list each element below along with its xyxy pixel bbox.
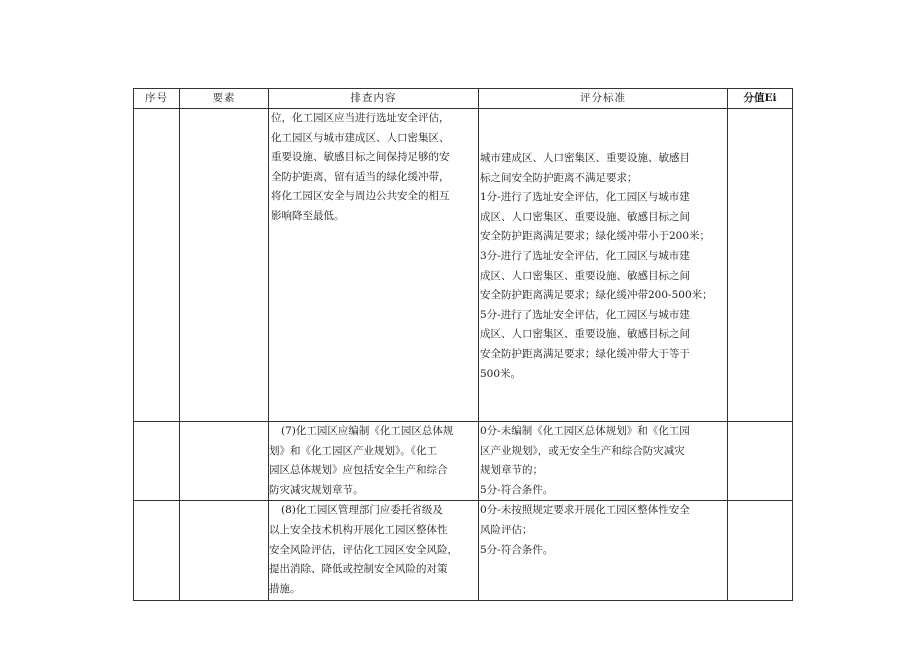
criteria-line: 安全防护距离满足要求；绿化缓冲带小于200米； <box>480 230 711 243</box>
criteria-line: 1分-进行了选址安全评估，化工园区与城市建 <box>480 191 690 204</box>
content-line: 重要设施、敏感目标之间保持足够的安 <box>271 151 450 164</box>
content-line: 化工园区与城市建成区、人口密集区、 <box>271 131 450 144</box>
criteria-line: 区产业规划》，或无安全生产和综合防灾减灾 <box>480 444 685 457</box>
content-line: (8)化工园区管理部门应委托省级及 <box>281 504 443 517</box>
content-line: (7)化工园区应编制《化工园区总体规 <box>281 425 454 437</box>
content-line: 园区总体规划》应包括安全生产和综合 <box>269 464 448 477</box>
criteria-line: 标之间安全防护距离不满足要求； <box>480 171 638 184</box>
criteria-line: 5分-符合条件。 <box>480 483 554 496</box>
criteria-line: 0分-未编制《化工园区总体规划》和《化工园 <box>480 425 690 437</box>
score-cell <box>728 501 793 601</box>
content-line: 安全风险评估，评估化工园区安全风险， <box>269 543 458 556</box>
criteria-line: 3分-进行了选址安全评估，化工园区与城市建 <box>480 249 690 262</box>
criteria-cell <box>479 422 728 501</box>
content-cell <box>269 422 479 501</box>
criteria-line: 5分-符合条件。 <box>480 543 554 556</box>
element-cell <box>180 109 269 422</box>
criteria-line: 500米。 <box>480 367 522 380</box>
table-header-row <box>134 89 793 109</box>
content-line: 提出消除、降低或控制安全风险的对策 <box>269 563 448 576</box>
content-line: 全防护距离，留有适当的绿化缓冲带， <box>271 170 450 183</box>
criteria-line: 城市建成区、人口密集区、重要设施、敏感目 <box>480 152 690 164</box>
criteria-cell <box>479 109 728 422</box>
criteria-line: 风险评估； <box>480 523 533 536</box>
content-line: 防灾减灾规划章节。 <box>269 483 364 496</box>
table-row <box>134 501 793 601</box>
criteria-line: 安全防护距离满足要求；绿化缓冲带200-500米； <box>480 289 713 302</box>
criteria-line: 成区、人口密集区、重要设施、敏感目标之间 <box>480 269 690 282</box>
criteria-line: 安全防护距离满足要求；绿化缓冲带大于等于 <box>480 347 690 360</box>
index-cell <box>134 501 180 601</box>
content-line: 以上安全技术机构开展化工园区整体性 <box>269 523 448 536</box>
header-element: 要素 <box>180 89 269 109</box>
index-cell <box>134 422 180 501</box>
criteria-line: 规划章节的； <box>480 464 543 477</box>
header-index: 序号 <box>134 89 180 109</box>
header-content: 排查内容 <box>269 89 479 109</box>
content-line: 措施。 <box>269 582 301 595</box>
score-cell <box>728 422 793 501</box>
criteria-line: 0分-未按照规定要求开展化工园区整体性安全 <box>480 504 690 517</box>
score-cell <box>728 109 793 422</box>
content-line: 划》和《化工园区产业规划》。《化工 <box>269 444 437 457</box>
criteria-line: 5分-进行了选址安全评估，化工园区与城市建 <box>480 308 690 321</box>
element-cell <box>180 422 269 501</box>
criteria-line: 成区、人口密集区、重要设施、敏感目标之间 <box>480 328 690 341</box>
content-line: 影响降至最低。 <box>271 209 345 222</box>
criteria-cell <box>479 501 728 601</box>
table-row <box>134 109 793 422</box>
criteria-line: 成区、人口密集区、重要设施、敏感目标之间 <box>480 210 690 223</box>
header-score: 分值Ei <box>728 89 793 109</box>
content-line: 位，化工园区应当进行选址安全评估， <box>271 112 450 124</box>
content-cell <box>269 109 479 422</box>
index-cell <box>134 109 180 422</box>
content-cell <box>269 501 479 601</box>
table-row <box>134 422 793 501</box>
header-criteria: 评分标准 <box>479 89 728 109</box>
element-cell <box>180 501 269 601</box>
scoring-table <box>133 88 793 601</box>
content-line: 将化工园区安全与周边公共安全的相互 <box>271 190 450 203</box>
